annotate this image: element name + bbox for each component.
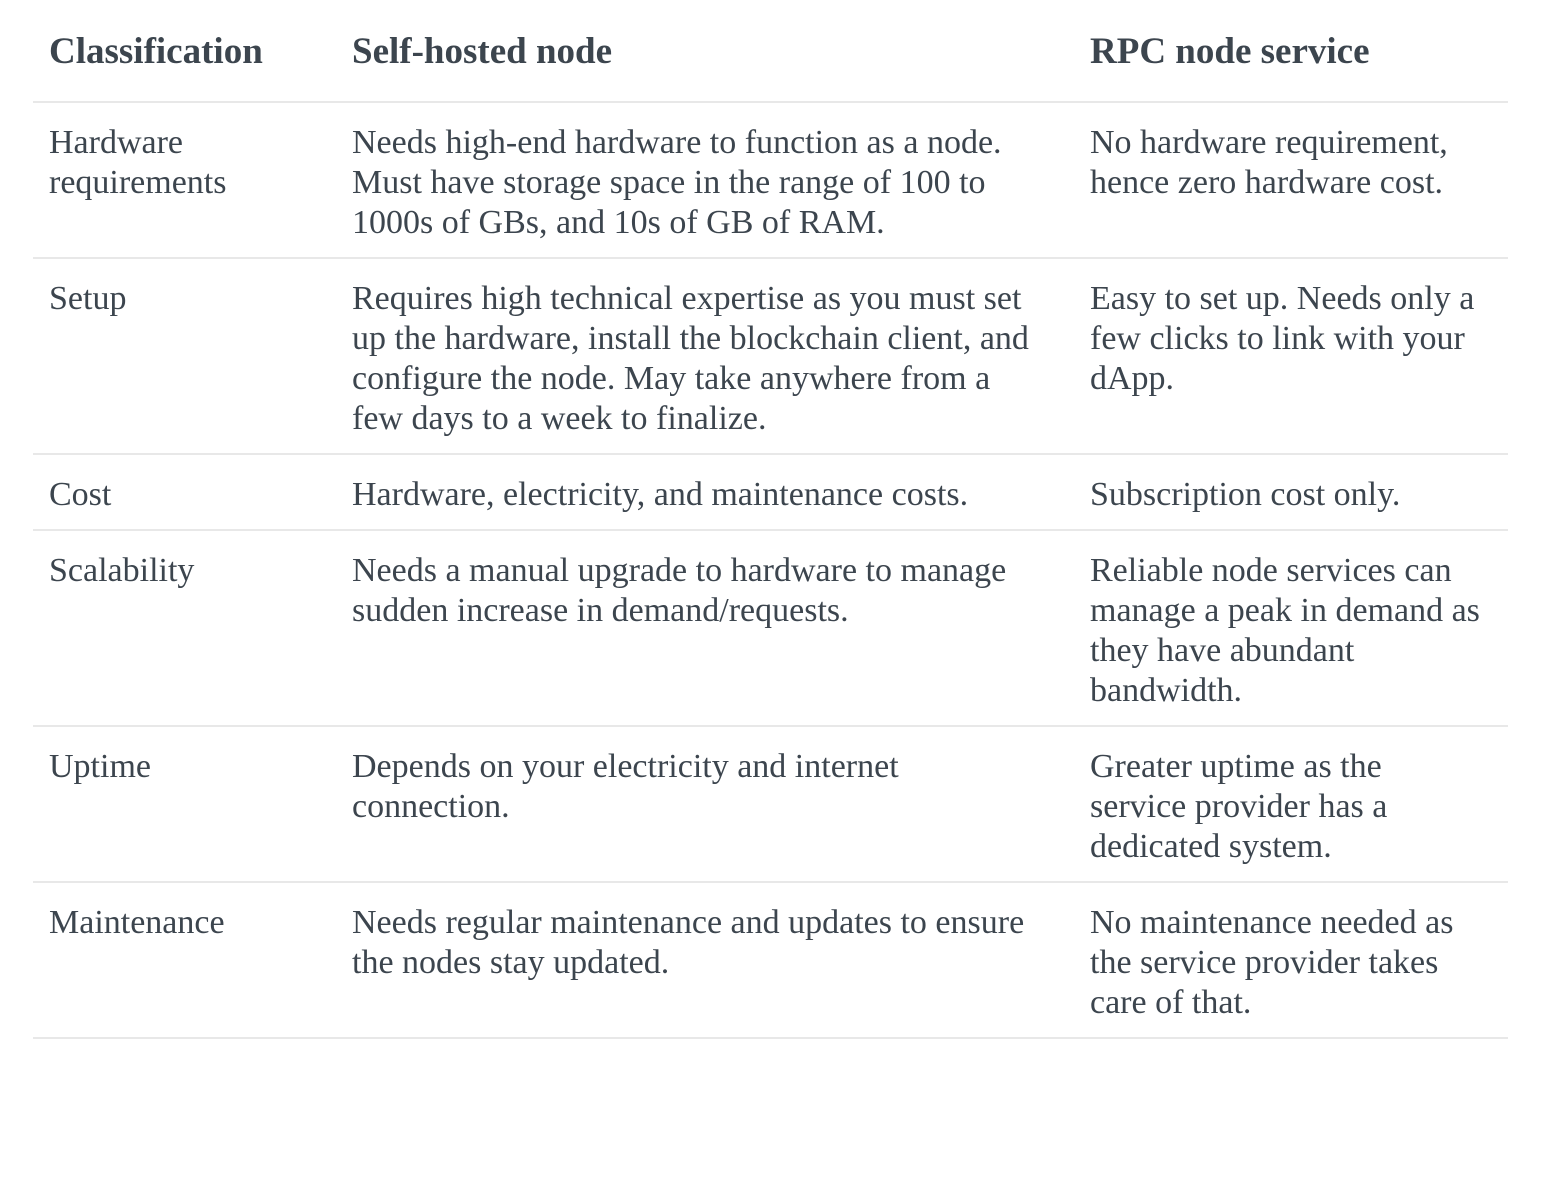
table-row-uptime [33,726,1508,882]
cell-self-hosted: Needs regular maintenance and updates to ensure the nodes stay updated. [352,882,1090,1038]
cell-classification: Scalability [33,530,352,726]
cell-self-hosted: Depends on your electricity and internet connection. [352,726,1090,882]
table-row-hardware-requirements [33,102,1508,258]
cell-rpc-service: No hardware requirement, hence zero hardware cost. [1090,102,1508,258]
cell-rpc-service: Subscription cost only. [1090,454,1508,530]
table-row-maintenance [33,882,1508,1038]
cell-classification: Cost [33,454,352,530]
cell-classification: Uptime [33,726,352,882]
table-header-row [33,0,1508,102]
cell-classification: Maintenance [33,882,352,1038]
cell-self-hosted: Needs a manual upgrade to hardware to manage sudden increase in demand/requests. [352,530,1090,726]
cell-classification: Setup [33,258,352,454]
cell-self-hosted: Needs high-end hardware to function as a node. Must have storage space in the range of 100 to 1000s of GBs, and 10s of GB of RAM. [352,102,1090,258]
table-row-cost [33,454,1508,530]
column-header-classification: Classification [33,0,352,102]
table-row-scalability [33,530,1508,726]
cell-rpc-service: No maintenance needed as the service provider takes care of that. [1090,882,1508,1038]
cell-self-hosted: Hardware, electricity, and maintenance costs. [352,454,1090,530]
cell-rpc-service: Easy to set up. Needs only a few clicks to link with your dApp. [1090,258,1508,454]
column-header-self-hosted-node: Self-hosted node [352,0,1090,102]
table-row-setup [33,258,1508,454]
cell-rpc-service: Greater uptime as the service provider has a dedicated system. [1090,726,1508,882]
cell-self-hosted: Requires high technical expertise as you must set up the hardware, install the blockchain client, and configure the node. May take anywhere from a few days to a week to finalize. [352,258,1090,454]
column-header-rpc-node-service: RPC node service [1090,0,1508,102]
cell-rpc-service: Reliable node services can manage a peak in demand as they have abundant bandwidth. [1090,530,1508,726]
node-comparison-table [33,0,1508,1039]
cell-classification: Hardware requirements [33,102,352,258]
